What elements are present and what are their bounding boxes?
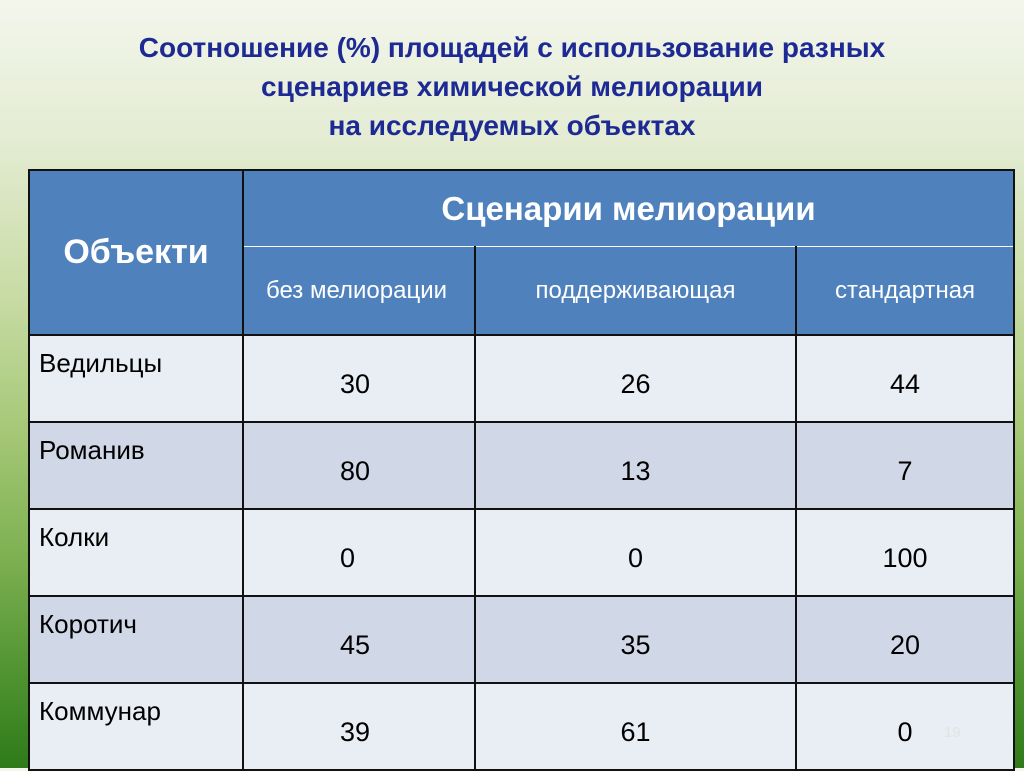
slide-title-line: сценариев химической мелиорации	[261, 71, 763, 102]
slide-title-line: на исследуемых объектах	[328, 110, 696, 141]
scenario-header-standard: стандартная	[796, 247, 1014, 335]
table-row	[29, 683, 1014, 770]
value-cell: 45	[243, 596, 475, 683]
object-name: Коротич	[29, 596, 243, 683]
value-cell: 20	[796, 596, 1014, 683]
value-cell: 0	[796, 683, 1014, 770]
value-cell: 100	[796, 509, 1014, 596]
value-cell: 26	[475, 335, 796, 422]
value-cell: 0	[475, 509, 796, 596]
value-cell: 7	[796, 422, 1014, 509]
table-row	[29, 596, 1014, 683]
value-cell: 80	[243, 422, 475, 509]
value-cell: 13	[475, 422, 796, 509]
objects-column-header: Объекти	[29, 170, 243, 335]
value-cell: 61	[475, 683, 796, 770]
table-row	[29, 422, 1014, 509]
value-cell: 0	[243, 509, 475, 596]
value-cell: 30	[243, 335, 475, 422]
table-row	[29, 335, 1014, 422]
table-row	[29, 509, 1014, 596]
slide-title	[40, 28, 984, 145]
object-name: Романив	[29, 422, 243, 509]
reclamation-table	[28, 169, 1015, 771]
scenario-header-none: без мелиорации	[243, 247, 475, 335]
scenario-header-maintaining: поддерживающая	[475, 247, 796, 335]
object-name: Ведильцы	[29, 335, 243, 422]
page-number: 19	[944, 724, 961, 741]
value-cell: 44	[796, 335, 1014, 422]
value-cell: 35	[475, 596, 796, 683]
object-name: Колки	[29, 509, 243, 596]
slide-title-line: Соотношение (%) площадей с использование разных	[138, 32, 886, 63]
object-name: Коммунар	[29, 683, 243, 770]
value-cell: 39	[243, 683, 475, 770]
scenarios-group-header: Сценарии мелиорации	[243, 170, 1014, 247]
